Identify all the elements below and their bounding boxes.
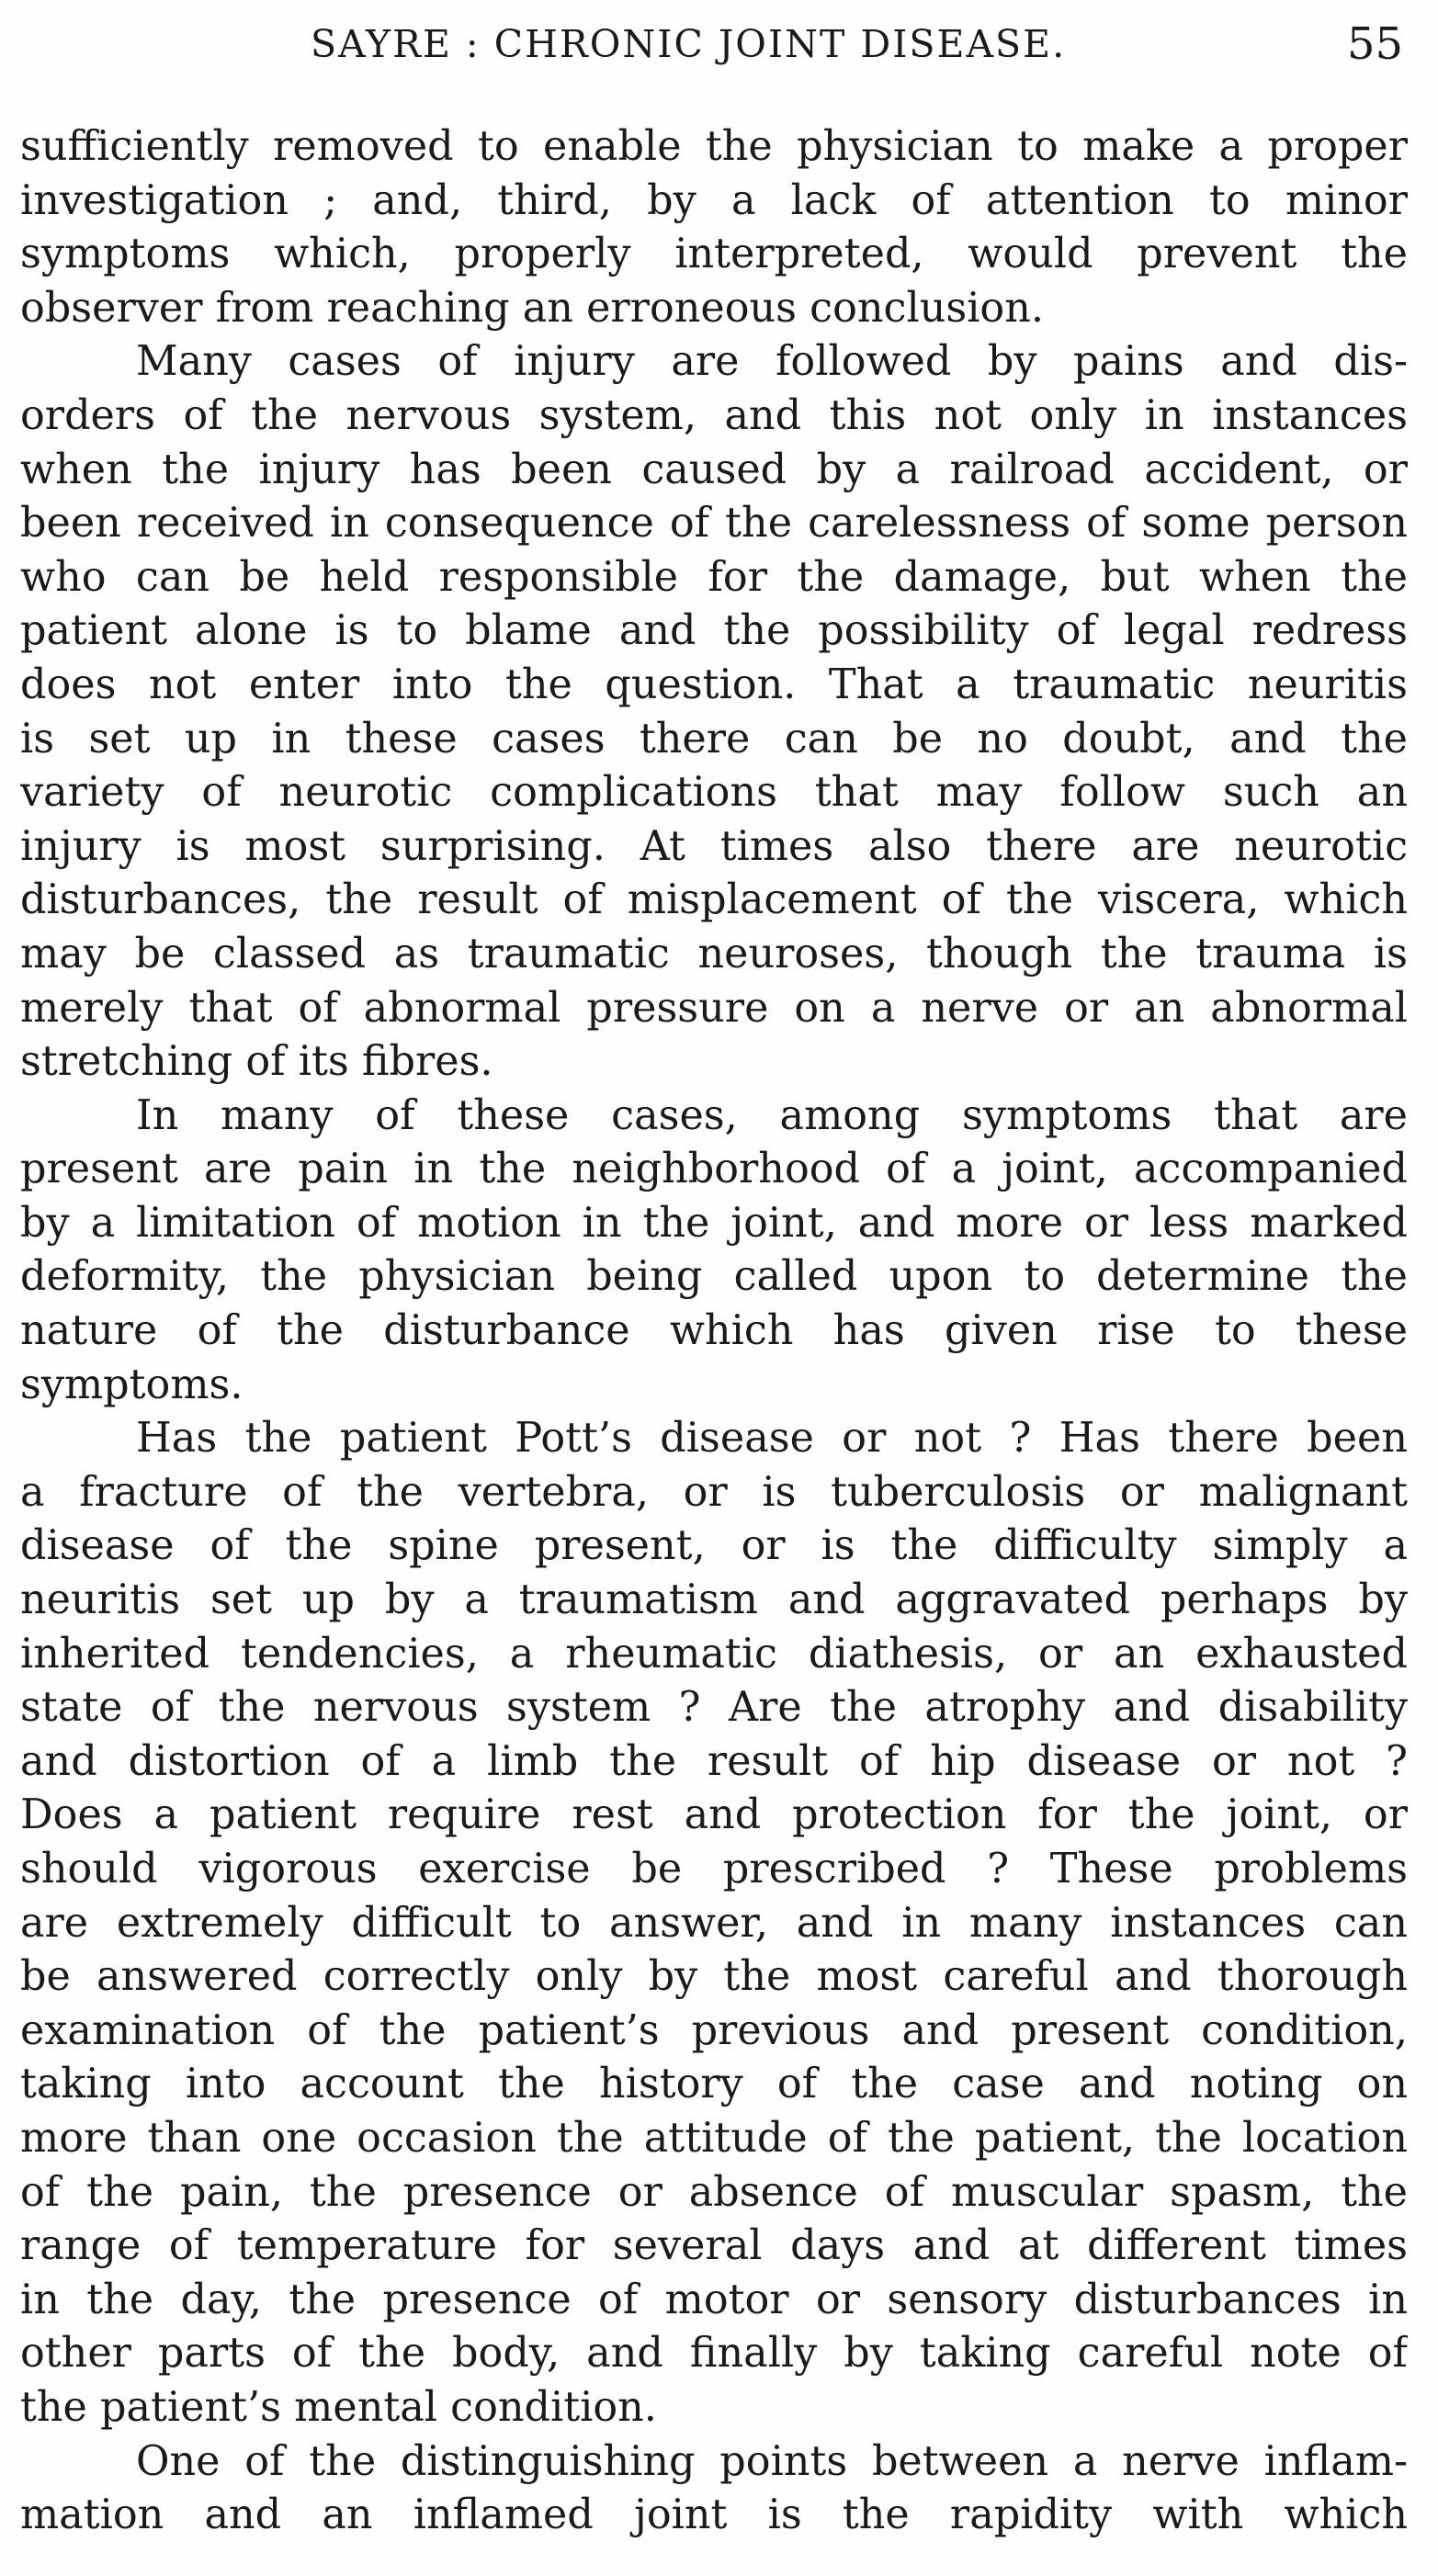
- text-line: deformity, the physician being called upon to determine the: [20, 1253, 1408, 1301]
- page-number: 55: [1347, 18, 1404, 70]
- text-line: stretching of its fibres.: [20, 1038, 493, 1086]
- text-line: taking into account the history of the case and noting on: [20, 2061, 1408, 2108]
- text-line: does not enter into the question. That a traumatic neuritis: [20, 661, 1408, 708]
- text-line: nature of the disturbance which has given rise to these: [20, 1307, 1408, 1355]
- text-line: merely that of abnormal pressure on a nerve or an abnormal: [20, 984, 1408, 1032]
- text-line: may be classed as traumatic neuroses, though the trauma is: [20, 930, 1408, 977]
- text-line: examination of the patient’s previous and present condition,: [20, 2006, 1408, 2054]
- text-line: variety of neurotic complications that may follow such an: [20, 769, 1408, 817]
- text-line: symptoms which, properly interpreted, would prevent the: [20, 231, 1408, 278]
- text-line: of the pain, the presence or absence of muscular spasm, the: [20, 2168, 1408, 2216]
- text-line: orders of the nervous system, and this not only in instances: [20, 391, 1408, 439]
- text-line: in the day, the presence of motor or sensory disturbances in: [20, 2276, 1408, 2323]
- text-line: patient alone is to blame and the possibility of legal redress: [20, 607, 1408, 655]
- text-line: Has the patient Pott’s disease or not ? Has there been: [136, 1415, 1408, 1463]
- running-header: [0, 18, 1438, 77]
- text-line: been received in consequence of the carelessness of some person: [20, 500, 1408, 548]
- text-line: mation and an inflamed joint is the rapidity with which: [20, 2491, 1408, 2539]
- text-line: a fracture of the vertebra, or is tuberculosis or malignant: [20, 1468, 1408, 1516]
- text-line: present are pain in the neighborhood of a joint, accompanied: [20, 1146, 1408, 1193]
- text-line: One of the distinguishing points between a nerve inflam-: [136, 2437, 1408, 2485]
- text-line: disease of the spine present, or is the difficulty simply a: [20, 1522, 1408, 1570]
- text-line: In many of these cases, among symptoms that are: [136, 1091, 1408, 1139]
- text-line: Many cases of injury are followed by pains and dis-: [136, 338, 1408, 386]
- body-text: [20, 120, 1408, 2543]
- text-line: investigation ; and, third, by a lack of attention to minor: [20, 176, 1408, 224]
- text-line: be answered correctly only by the most careful and thorough: [20, 1953, 1408, 2001]
- text-line: inherited tendencies, a rheumatic diathesis, or an exhausted: [20, 1630, 1408, 1678]
- text-line: sufficiently removed to enable the physician to make a proper: [20, 123, 1408, 170]
- text-line: disturbances, the result of misplacement of the viscera, which: [20, 876, 1408, 924]
- text-line: observer from reaching an erroneous conclusion.: [20, 284, 1045, 332]
- text-line: are extremely difficult to answer, and in many instances can: [20, 1899, 1408, 1947]
- text-line: and distortion of a limb the result of hip disease or not ?: [20, 1737, 1408, 1785]
- text-line: other parts of the body, and finally by taking careful note of: [20, 2330, 1408, 2378]
- text-line: should vigorous exercise be prescribed ? These problems: [20, 1846, 1408, 1892]
- running-title: SAYRE : CHRONIC JOINT DISEASE.: [311, 22, 1067, 66]
- text-line: Does a patient require rest and protection for the joint, or: [20, 1791, 1408, 1839]
- text-line: the patient’s mental condition.: [20, 2383, 657, 2431]
- text-line: when the injury has been caused by a railroad accident, or: [20, 446, 1408, 493]
- text-line: who can be held responsible for the damage, but when the: [20, 553, 1408, 601]
- text-line: more than one occasion the attitude of the patient, the location: [20, 2114, 1408, 2162]
- text-line: neuritis set up by a traumatism and aggravated perhaps by: [20, 1576, 1408, 1624]
- text-line: injury is most surprising. At times also there are neurotic: [20, 822, 1408, 870]
- text-line: is set up in these cases there can be no doubt, and the: [20, 715, 1408, 763]
- text-line: range of temperature for several days and at different times: [20, 2222, 1408, 2270]
- text-line: symptoms.: [20, 1361, 243, 1408]
- text-line: by a limitation of motion in the joint, and more or less marked: [20, 1199, 1408, 1247]
- text-line: state of the nervous system ? Are the atrophy and disability: [20, 1684, 1408, 1732]
